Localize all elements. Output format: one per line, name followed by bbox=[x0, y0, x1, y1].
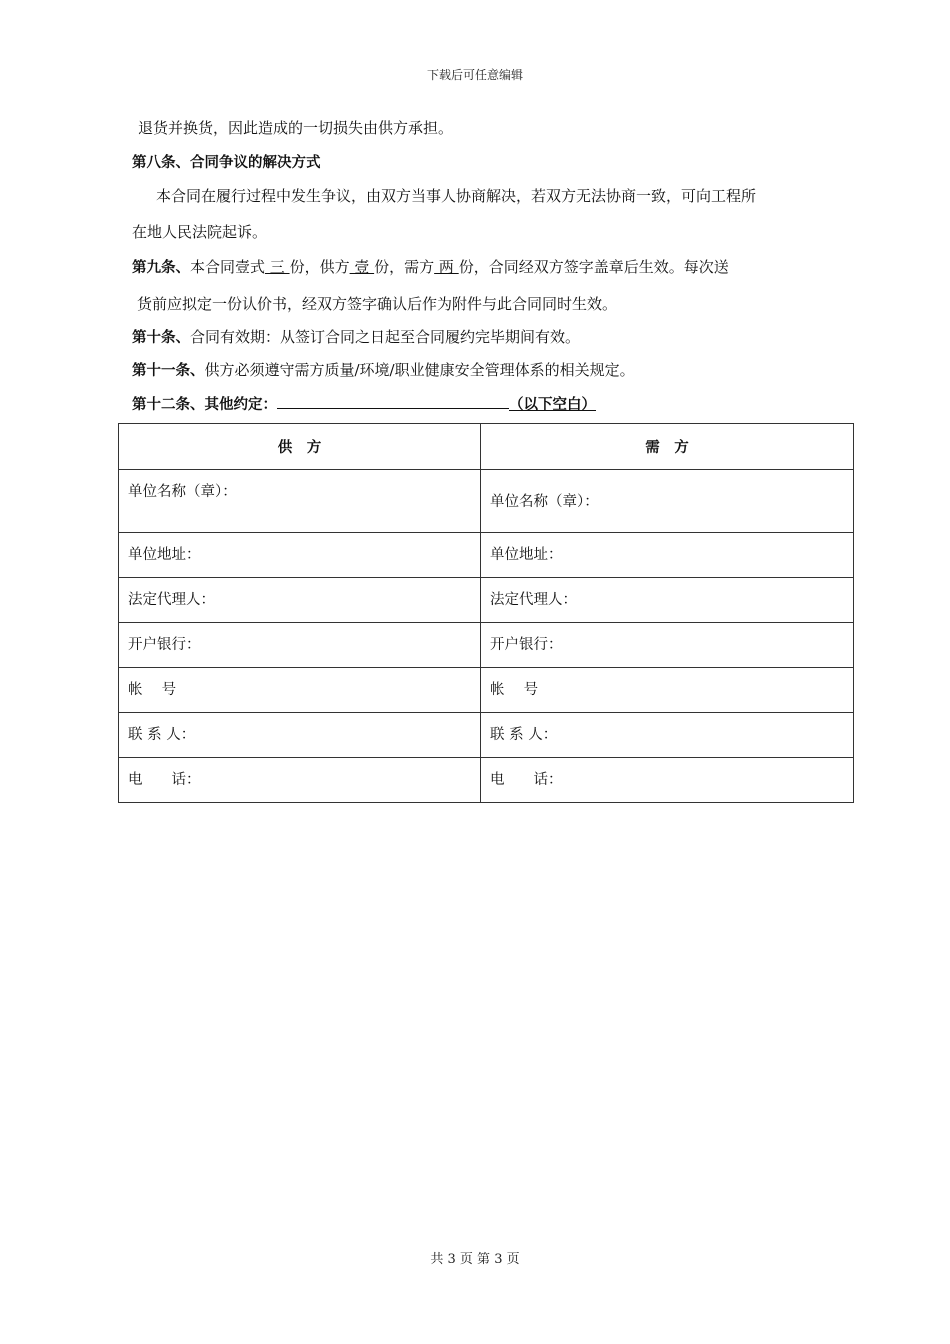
article-9-buyer-copies: 两 bbox=[434, 258, 459, 276]
supplier-account[interactable]: 帐 号 bbox=[119, 668, 481, 713]
supplier-header: 供 方 bbox=[119, 424, 481, 470]
table-row-account bbox=[119, 668, 854, 713]
buyer-contact[interactable]: 联 系 人： bbox=[481, 713, 854, 758]
article-10-text: 合同有效期：从签订合同之日起至合同履约完毕期间有效。 bbox=[190, 328, 581, 346]
article-9-line2: 货前应拟定一份认价书，经双方签字确认后作为附件与此合同同时生效。 bbox=[137, 295, 618, 313]
article-11-text: 供方必须遵守需方质量/环境/职业健康安全管理体系的相关规定。 bbox=[204, 361, 635, 379]
article-10 bbox=[132, 327, 580, 348]
buyer-legal-representative[interactable]: 法定代理人： bbox=[481, 578, 854, 623]
article-9-supplier-copies: 壹 bbox=[349, 258, 375, 276]
buyer-address[interactable]: 单位地址： bbox=[481, 533, 854, 578]
supplier-phone[interactable]: 电 话： bbox=[119, 758, 481, 803]
buyer-company-name[interactable]: 单位名称（章）： bbox=[481, 470, 854, 533]
supplier-contact[interactable]: 联 系 人： bbox=[119, 713, 481, 758]
page-header: 下载后可任意编辑 bbox=[426, 68, 523, 82]
table-row-contact bbox=[119, 713, 854, 758]
page-footer: 共 3 页 第 3 页 bbox=[430, 1252, 520, 1267]
supplier-bank[interactable]: 开户银行： bbox=[119, 623, 481, 668]
article-9-label: 第九条、 bbox=[132, 260, 190, 276]
buyer-bank[interactable]: 开户银行： bbox=[481, 623, 854, 668]
buyer-account[interactable]: 帐 号 bbox=[481, 668, 854, 713]
article-12-blank-note: （以下空白） bbox=[509, 397, 596, 413]
table-row-address bbox=[119, 533, 854, 578]
article-12 bbox=[132, 394, 596, 415]
article-11-label: 第十一条、 bbox=[132, 363, 205, 379]
buyer-phone[interactable]: 电 话： bbox=[481, 758, 854, 803]
article-9-total-copies: 三 bbox=[265, 258, 290, 276]
party-info-table bbox=[118, 423, 854, 803]
table-row-company-name bbox=[119, 470, 854, 533]
buyer-header: 需 方 bbox=[481, 424, 854, 470]
article-12-blank-line bbox=[277, 394, 509, 409]
table-row-bank bbox=[119, 623, 854, 668]
table-row-legal-representative bbox=[119, 578, 854, 623]
supplier-company-name[interactable]: 单位名称（章）： bbox=[119, 470, 481, 533]
supplier-address[interactable]: 单位地址： bbox=[119, 533, 481, 578]
article-9-text-b: 份，供方 bbox=[289, 258, 350, 276]
supplier-legal-representative[interactable]: 法定代理人： bbox=[119, 578, 481, 623]
table-row-phone bbox=[119, 758, 854, 803]
article-9-text-d: 份，合同经双方签字盖章后生效。每次送 bbox=[458, 258, 729, 276]
article-8-body-line1: 本合同在履行过程中发生争议，由双方当事人协商解决，若双方无法协商一致，可向工程所 bbox=[156, 187, 757, 205]
article-8-title: 第八条、合同争议的解决方式 bbox=[132, 155, 321, 171]
clause-continuation: 退货并换货，因此造成的一切损失由供方承担。 bbox=[138, 119, 454, 137]
article-11 bbox=[132, 360, 635, 381]
article-10-label: 第十条、 bbox=[132, 330, 190, 346]
table-header-row bbox=[119, 424, 854, 470]
article-8-body-line2: 在地人民法院起诉。 bbox=[132, 223, 268, 241]
article-9-text-c: 份，需方 bbox=[374, 258, 435, 276]
article-12-label: 第十二条、其他约定： bbox=[132, 397, 277, 413]
article-9-text-a: 本合同壹式 bbox=[190, 258, 266, 276]
article-9-line1 bbox=[132, 257, 729, 278]
